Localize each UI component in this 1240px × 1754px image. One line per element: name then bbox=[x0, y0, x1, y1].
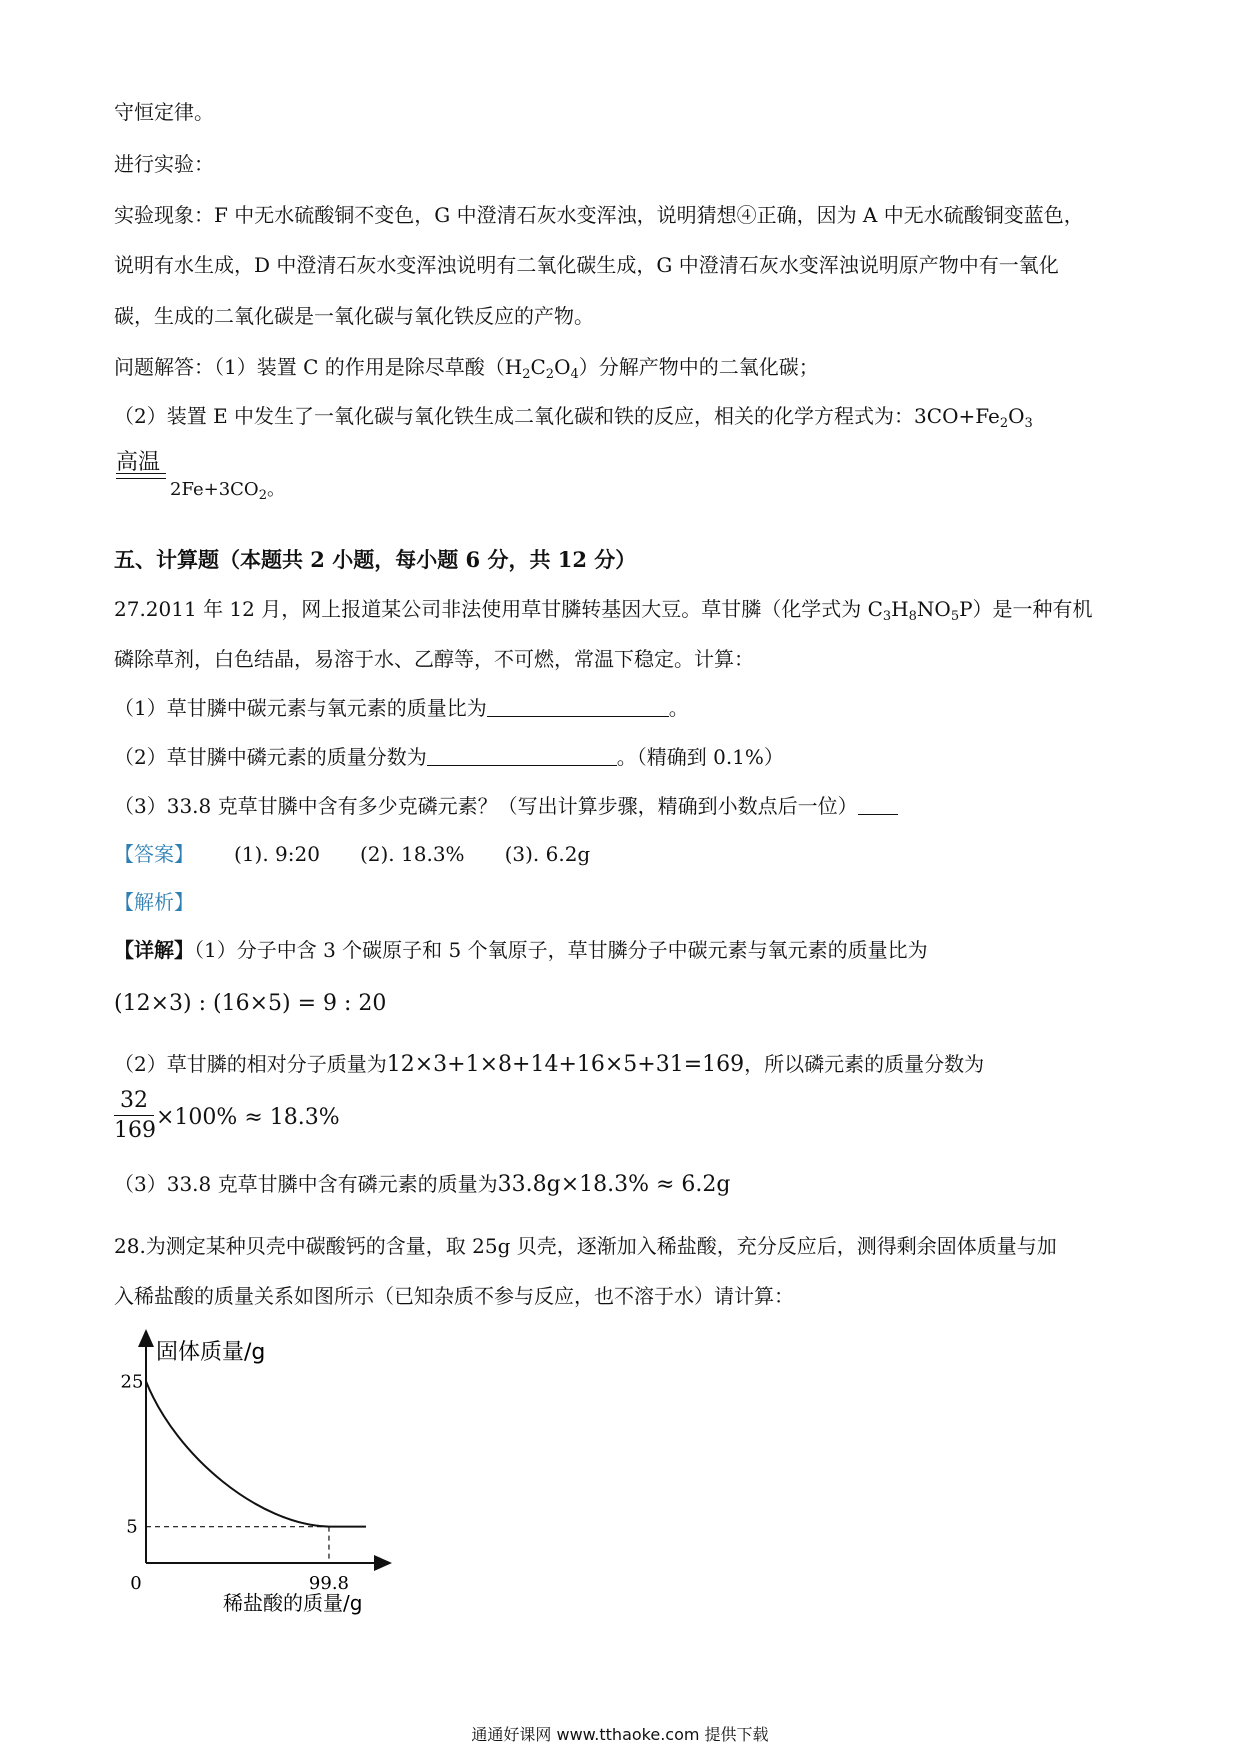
subscript: 2 bbox=[522, 367, 531, 382]
text-segment: H bbox=[891, 597, 909, 621]
subscript: 5 bbox=[950, 609, 960, 624]
equals-bar bbox=[116, 473, 166, 474]
text-line: 入稀盐酸的质量关系如图所示（已知杂质不参与反应，也不溶于水）请计算： bbox=[114, 1284, 794, 1308]
detail-tag: 【详解】 bbox=[114, 938, 194, 962]
answer-blank[interactable] bbox=[858, 796, 898, 815]
fraction-denominator: 169 bbox=[114, 1118, 156, 1143]
subscript: 2 bbox=[545, 367, 555, 382]
text-segment: 。 bbox=[266, 479, 285, 500]
text-segment: 。（精确到 0.1%） bbox=[616, 745, 784, 769]
answer-line bbox=[114, 840, 590, 868]
text-line bbox=[114, 743, 784, 771]
text-segment: （2）草甘膦的相对分子质量为 bbox=[114, 1052, 387, 1076]
text-line bbox=[114, 792, 898, 820]
text-segment: 27.2011 年 12 月，网上报道某公司非法使用草甘膦转基因大豆。草甘膦（化学式为 C bbox=[114, 597, 883, 621]
answer-1: (1). 9:20 bbox=[234, 842, 320, 866]
math-line: ×100% ≈ 18.3% bbox=[156, 1105, 340, 1130]
subscript: 2 bbox=[999, 416, 1009, 431]
y-tick-label: 5 bbox=[126, 1516, 138, 1538]
text-segment: C bbox=[530, 355, 546, 379]
equals-bar bbox=[116, 478, 166, 479]
footer: 通通好课网 www.tthaoke.com 提供下载 bbox=[471, 1725, 769, 1744]
mass-curve bbox=[146, 1381, 329, 1526]
subscript: 4 bbox=[570, 367, 579, 382]
text-segment: （1）草甘膦中碳元素与氧元素的质量比为 bbox=[114, 696, 487, 720]
math-line: (12×3) : (16×5) = 9 : 20 bbox=[114, 991, 387, 1016]
origin-label: 0 bbox=[130, 1573, 142, 1594]
answer-tag: 【答案】 bbox=[114, 842, 194, 866]
fraction-numerator: 32 bbox=[114, 1088, 154, 1116]
text-line bbox=[114, 402, 1033, 438]
subscript: 2 bbox=[258, 488, 267, 503]
subscript: 3 bbox=[882, 609, 892, 624]
text-segment: ，所以磷元素的质量分数为 bbox=[744, 1052, 985, 1076]
text-line: 碳，生成的二氧化碳是一氧化碳与氧化铁反应的产物。 bbox=[114, 304, 594, 328]
math-inline: 12×3+1×8+14+16×5+31=169 bbox=[386, 1052, 745, 1077]
text-segment: P）是一种有机 bbox=[959, 597, 1093, 621]
text-segment: （3）33.8 克草甘膦中含有多少克磷元素？（写出计算步骤，精确到小数点后一位） bbox=[114, 794, 858, 818]
text-line bbox=[114, 694, 689, 722]
text-segment: （2）装置 E 中发生了一氧化碳与氧化铁生成二氧化碳和铁的反应，相关的化学方程式为：3CO+Fe bbox=[114, 404, 1000, 428]
text-line: 守恒定律。 bbox=[114, 100, 214, 124]
text-segment: O bbox=[1008, 404, 1025, 428]
condition-label: 高温 bbox=[116, 450, 161, 475]
text-line bbox=[114, 353, 819, 389]
text-segment: （2）草甘膦中磷元素的质量分数为 bbox=[114, 745, 427, 769]
math-inline: 33.8g×18.3% ≈ 6.2g bbox=[497, 1172, 731, 1197]
section-heading: 五、计算题（本题共 2 小题，每小题 6 分，共 12 分） bbox=[114, 547, 637, 572]
text-segment: 。 bbox=[668, 696, 689, 720]
text-segment: O bbox=[554, 355, 571, 379]
text-line bbox=[114, 595, 1093, 631]
text-line: 进行实验： bbox=[114, 152, 214, 176]
subscript: 3 bbox=[1024, 416, 1033, 431]
text-line bbox=[114, 1050, 984, 1079]
y-tick-label: 25 bbox=[120, 1371, 144, 1393]
answer-2: (2). 18.3% bbox=[359, 842, 465, 866]
reaction-condition bbox=[116, 445, 160, 476]
text-line bbox=[114, 936, 928, 964]
text-segment: 问题解答：（1）装置 C 的作用是除尽草酸（H bbox=[114, 355, 523, 379]
text-segment: （1）分子中含 3 个碳原子和 5 个氧原子，草甘膦分子中碳元素与氧元素的质量比为 bbox=[194, 938, 928, 962]
x-axis-label: 稀盐酸的质量/g bbox=[223, 1591, 363, 1615]
subscript: 8 bbox=[908, 609, 917, 624]
text-line: 说明有水生成，D 中澄清石灰水变浑浊说明有二氧化碳生成，G 中澄清石灰水变浑浊说明原产物中有一氧化 bbox=[114, 253, 1059, 277]
solid-mass-chart bbox=[118, 1325, 398, 1615]
text-segment: ）分解产物中的二氧化碳； bbox=[578, 355, 819, 379]
answer-blank[interactable] bbox=[427, 747, 617, 766]
fraction bbox=[114, 1088, 154, 1143]
text-segment: （3）33.8 克草甘膦中含有磷元素的质量为 bbox=[114, 1172, 498, 1196]
text-line: 磷除草剂，白色结晶，易溶于水、乙醇等，不可燃，常温下稳定。计算： bbox=[114, 647, 754, 671]
text-line: 28.为测定某种贝壳中碳酸钙的含量，取 25g 贝壳，逐渐加入稀盐酸，充分反应后，测得剩余固体质量与加 bbox=[114, 1234, 1057, 1258]
text-segment: 2Fe+3CO bbox=[170, 479, 259, 500]
text-line bbox=[114, 1170, 731, 1199]
text-line: 实验现象：F 中无水硫酸铜不变色，G 中澄清石灰水变浑浊，说明猜想④正确，因为 A 中无水硫酸铜变蓝色， bbox=[114, 203, 1084, 227]
y-axis-label: 固体质量/g bbox=[156, 1340, 266, 1365]
answer-3: (3). 6.2g bbox=[504, 842, 591, 866]
text-segment: NO bbox=[916, 597, 951, 621]
analysis-tag: 【解析】 bbox=[114, 890, 194, 914]
text-line bbox=[170, 476, 285, 510]
x-tick-label: 99.8 bbox=[308, 1573, 350, 1594]
answer-blank[interactable] bbox=[487, 698, 669, 717]
